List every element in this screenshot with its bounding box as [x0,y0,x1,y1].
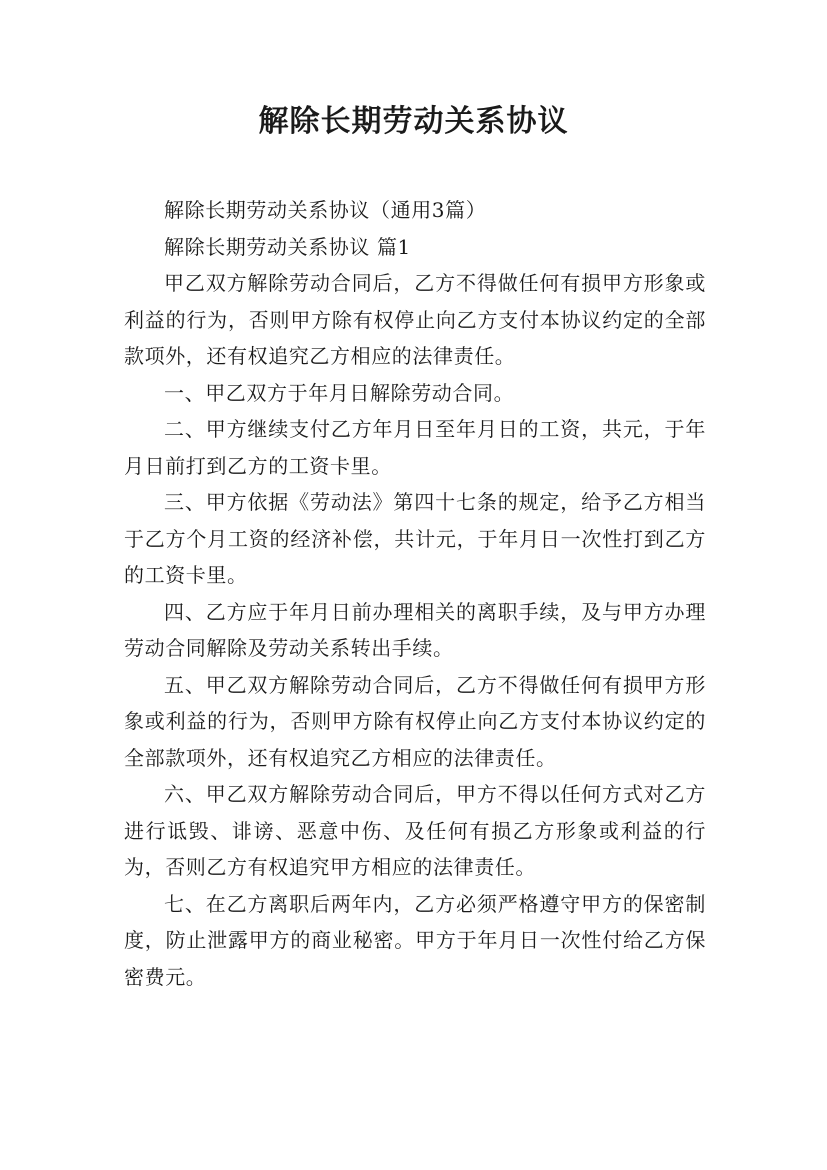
section-heading: 解除长期劳动关系协议 篇1 [164,234,411,259]
clause-4: 四、乙方应于年月日前办理相关的离职手续，及与甲方办理劳动合同解除及劳动关系转出手续。 [124,599,706,660]
document-body [124,192,706,995]
document-title: 解除长期劳动关系协议 [258,104,569,139]
clause-7: 七、在乙方离职后两年内，乙方必须严格遵守甲方的保密制度，防止泄露甲方的商业秘密。甲方于年月日一次性付给乙方保密费元。 [124,891,706,989]
clause-2: 二、甲方继续支付乙方年月日至年月日的工资，共元，于年月日前打到乙方的工资卡里。 [124,417,706,478]
body-paragraph: 甲乙双方解除劳动合同后，乙方不得做任何有损甲方形象或利益的行为，否则甲方除有权停止向乙方支付本协议约定的全部款项外，还有权追究乙方相应的法律责任。 [124,271,706,368]
clause-5: 五、甲乙双方解除劳动合同后，乙方不得做任何有损甲方形象或利益的行为，否则甲方除有权停止向乙方支付本协议约定的全部款项外，还有权追究乙方相应的法律责任。 [124,672,706,770]
clause-1: 一、甲乙双方于年月日解除劳动合同。 [164,380,515,405]
subtitle-paragraph: 解除长期劳动关系协议（通用3篇） [164,198,487,222]
clause-3: 三、甲方依据《劳动法》第四十七条的规定，给予乙方相当于乙方个月工资的经济补偿，共计元，于年月日一次性打到乙方的工资卡里。 [124,490,706,587]
clause-6: 六、甲乙双方解除劳动合同后，甲方不得以任何方式对乙方进行诋毁、诽谤、恶意中伤、及任何有损乙方形象或利益的行为，否则乙方有权追究甲方相应的法律责任。 [124,782,706,879]
